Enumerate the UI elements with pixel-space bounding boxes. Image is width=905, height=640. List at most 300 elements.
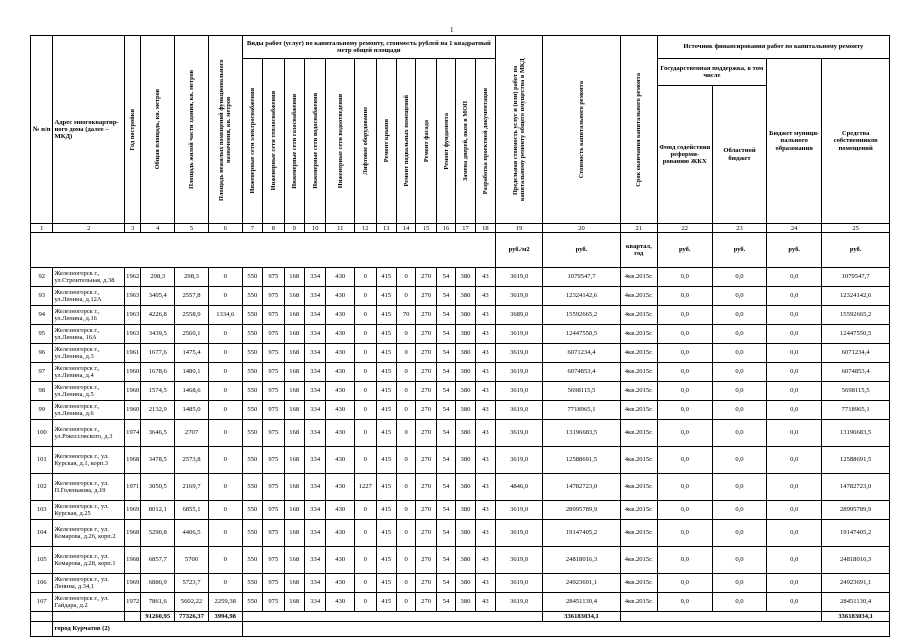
header-limit-cost: Предельная стоимость услуг и (или) работ по капитальному ремонту общего имущества в МКД xyxy=(496,36,543,224)
row-work-doors-windows: 380 xyxy=(456,287,475,306)
row-work-water: 334 xyxy=(304,420,325,447)
header-work-basement: Ремонт подвальных помещений xyxy=(396,59,415,224)
row-work-electric: 550 xyxy=(242,547,262,574)
row-fund: 0,0 xyxy=(657,382,712,401)
row-work-water: 334 xyxy=(304,547,325,574)
row-work-design: 43 xyxy=(475,306,495,325)
row-regional: 0,0 xyxy=(712,401,766,420)
row-work-gas: 168 xyxy=(284,547,304,574)
column-index-cell: 7 xyxy=(242,224,262,233)
row-living-area: 5602,22 xyxy=(175,593,209,612)
row-work-roof: 415 xyxy=(376,344,396,363)
row-owners: 28451130,4 xyxy=(822,593,890,612)
row-total-area: 8012,1 xyxy=(141,501,175,520)
row-municipal: 0,0 xyxy=(767,268,822,287)
row-owners: 1079547,7 xyxy=(822,268,890,287)
row-fund: 0,0 xyxy=(657,401,712,420)
row-work-design: 43 xyxy=(475,547,495,574)
row-work-sewer: 430 xyxy=(326,363,355,382)
row-work-heating: 975 xyxy=(263,401,284,420)
row-work-basement: 0 xyxy=(396,447,415,474)
row-number: 106 xyxy=(31,574,53,593)
table-row xyxy=(31,593,890,612)
row-work-facade: 270 xyxy=(416,287,436,306)
row-regional: 0,0 xyxy=(712,447,766,474)
column-index-cell: 15 xyxy=(416,224,436,233)
row-work-electric: 550 xyxy=(242,520,262,547)
row-work-design: 43 xyxy=(475,520,495,547)
row-municipal: 0,0 xyxy=(767,325,822,344)
row-deadline: 4кв.2015г. xyxy=(620,363,657,382)
header-year: Год постройки xyxy=(125,36,141,224)
row-owners: 12447550,5 xyxy=(822,325,890,344)
header-municipal: Бюджет муници-пального образования xyxy=(767,59,822,224)
row-year: 1963 xyxy=(125,325,141,344)
row-work-roof: 415 xyxy=(376,474,396,501)
row-municipal: 0,0 xyxy=(767,382,822,401)
row-work-foundation: 54 xyxy=(436,520,455,547)
row-work-roof: 415 xyxy=(376,287,396,306)
row-work-sewer: 430 xyxy=(326,574,355,593)
table-row xyxy=(31,420,890,447)
row-fund: 0,0 xyxy=(657,306,712,325)
table-row xyxy=(31,325,890,344)
row-repair-cost: 12447550,5 xyxy=(543,325,621,344)
row-work-sewer: 430 xyxy=(326,268,355,287)
row-work-roof: 415 xyxy=(376,325,396,344)
row-owners: 19147405,2 xyxy=(822,520,890,547)
row-deadline: 4кв.2015г. xyxy=(620,474,657,501)
column-index-cell: 24 xyxy=(767,224,822,233)
column-index-cell: 4 xyxy=(141,224,175,233)
row-work-foundation: 54 xyxy=(436,268,455,287)
row-regional: 0,0 xyxy=(712,474,766,501)
row-work-design: 43 xyxy=(475,447,495,474)
row-deadline: 4кв.2015г. xyxy=(620,593,657,612)
row-work-design: 43 xyxy=(475,401,495,420)
row-work-sewer: 430 xyxy=(326,593,355,612)
column-index-cell: 19 xyxy=(496,224,543,233)
row-work-design: 43 xyxy=(475,420,495,447)
row-work-doors-windows: 380 xyxy=(456,520,475,547)
header-living-area: Площадь жилой части здания, кв. метров xyxy=(175,36,209,224)
row-living-area: 2558,9 xyxy=(175,306,209,325)
city-blank-no xyxy=(31,622,53,637)
row-work-facade: 270 xyxy=(416,325,436,344)
row-number: 100 xyxy=(31,420,53,447)
row-number: 95 xyxy=(31,325,53,344)
row-work-design: 43 xyxy=(475,593,495,612)
row-year: 1971 xyxy=(125,474,141,501)
header-work-design: Разработка проектной документации xyxy=(475,59,495,224)
row-work-gas: 168 xyxy=(284,382,304,401)
row-limit-cost: 3689,0 xyxy=(496,306,543,325)
row-year: 1963 xyxy=(125,287,141,306)
row-regional: 0,0 xyxy=(712,501,766,520)
unit-rub-cost: руб. xyxy=(543,233,621,268)
row-deadline: 4кв.2015г. xyxy=(620,501,657,520)
row-repair-cost: 28995789,9 xyxy=(543,501,621,520)
row-fund: 0,0 xyxy=(657,501,712,520)
row-work-sewer: 430 xyxy=(326,382,355,401)
column-index-cell: 18 xyxy=(475,224,495,233)
row-work-electric: 550 xyxy=(242,447,262,474)
row-work-sewer: 430 xyxy=(326,501,355,520)
row-work-doors-windows: 380 xyxy=(456,447,475,474)
row-total-area: 3050,5 xyxy=(141,474,175,501)
rows-body xyxy=(31,268,890,612)
unit-rub-regional: руб. xyxy=(712,233,766,268)
row-work-foundation: 54 xyxy=(436,420,455,447)
row-municipal: 0,0 xyxy=(767,363,822,382)
row-regional: 0,0 xyxy=(712,268,766,287)
row-number: 98 xyxy=(31,382,53,401)
row-work-doors-windows: 380 xyxy=(456,547,475,574)
row-work-electric: 550 xyxy=(242,420,262,447)
row-work-facade: 270 xyxy=(416,593,436,612)
column-index-cell: 3 xyxy=(125,224,141,233)
row-deadline: 4кв.2015г. xyxy=(620,287,657,306)
row-work-roof: 415 xyxy=(376,447,396,474)
row-work-elevator: 0 xyxy=(355,268,376,287)
row-work-electric: 550 xyxy=(242,382,262,401)
row-work-doors-windows: 380 xyxy=(456,474,475,501)
row-number: 103 xyxy=(31,501,53,520)
unit-rub-municipal: руб. xyxy=(767,233,822,268)
row-total-area: 3646,5 xyxy=(141,420,175,447)
row-work-foundation: 54 xyxy=(436,574,455,593)
row-work-sewer: 430 xyxy=(326,447,355,474)
row-year: 1969 xyxy=(125,501,141,520)
column-index-row xyxy=(31,224,890,233)
row-limit-cost: 3619,0 xyxy=(496,382,543,401)
row-work-roof: 415 xyxy=(376,401,396,420)
row-regional: 0,0 xyxy=(712,344,766,363)
header-work-elevator: Лифтовое оборудование xyxy=(355,59,376,224)
row-number: 93 xyxy=(31,287,53,306)
row-living-area: 2557,8 xyxy=(175,287,209,306)
column-index-cell: 17 xyxy=(456,224,475,233)
row-nonres-area: 0 xyxy=(208,547,242,574)
row-work-water: 334 xyxy=(304,574,325,593)
row-living-area: 1485,0 xyxy=(175,401,209,420)
row-address: Железногорск г., ул.Ленина, д.5 xyxy=(53,382,125,401)
row-limit-cost: 3619,0 xyxy=(496,520,543,547)
unit-rub-fund: руб. xyxy=(657,233,712,268)
row-work-basement: 0 xyxy=(396,474,415,501)
row-work-gas: 168 xyxy=(284,574,304,593)
row-fund: 0,0 xyxy=(657,447,712,474)
row-nonres-area: 0 xyxy=(208,268,242,287)
header-work-doors-windows: Замена дверей, окон в МОП xyxy=(456,59,475,224)
row-regional: 0,0 xyxy=(712,420,766,447)
row-nonres-area: 0 xyxy=(208,287,242,306)
row-limit-cost: 3619,0 xyxy=(496,593,543,612)
row-address: Железногорск г., ул.Ленина, д.6 xyxy=(53,401,125,420)
header-work-roof: Ремонт крыши xyxy=(376,59,396,224)
row-regional: 0,0 xyxy=(712,520,766,547)
row-work-water: 334 xyxy=(304,363,325,382)
row-work-foundation: 54 xyxy=(436,501,455,520)
row-work-basement: 70 xyxy=(396,306,415,325)
row-work-heating: 975 xyxy=(263,363,284,382)
row-work-basement: 0 xyxy=(396,401,415,420)
row-address: Железногорск г., ул. Комарова, д.28, корп.1 xyxy=(53,547,125,574)
row-address: Железногорск г., ул.Ленина, д.16 xyxy=(53,306,125,325)
row-number: 97 xyxy=(31,363,53,382)
totals-row xyxy=(31,612,890,622)
row-repair-cost: 14782723,0 xyxy=(543,474,621,501)
row-address: Железногорск г., ул. Курская, д.25 xyxy=(53,501,125,520)
table-row xyxy=(31,447,890,474)
row-work-basement: 0 xyxy=(396,363,415,382)
row-limit-cost: 3619,0 xyxy=(496,325,543,344)
row-work-roof: 415 xyxy=(376,420,396,447)
column-index-cell: 10 xyxy=(304,224,325,233)
row-work-design: 43 xyxy=(475,268,495,287)
row-work-basement: 0 xyxy=(396,593,415,612)
row-work-elevator: 0 xyxy=(355,325,376,344)
row-nonres-area: 0 xyxy=(208,344,242,363)
row-deadline: 4кв.2015г. xyxy=(620,447,657,474)
row-limit-cost: 3619,0 xyxy=(496,420,543,447)
row-work-foundation: 54 xyxy=(436,325,455,344)
row-work-doors-windows: 380 xyxy=(456,574,475,593)
row-municipal: 0,0 xyxy=(767,287,822,306)
row-work-doors-windows: 380 xyxy=(456,593,475,612)
row-total-area: 6886,9 xyxy=(141,574,175,593)
row-work-design: 43 xyxy=(475,574,495,593)
row-address: Железногорск г., ул. Гайдара, д.2 xyxy=(53,593,125,612)
row-year: 1968 xyxy=(125,547,141,574)
row-work-elevator: 0 xyxy=(355,501,376,520)
row-regional: 0,0 xyxy=(712,287,766,306)
row-owners: 5698115,5 xyxy=(822,382,890,401)
row-work-facade: 270 xyxy=(416,520,436,547)
row-work-facade: 270 xyxy=(416,447,436,474)
row-deadline: 4кв.2015г. xyxy=(620,520,657,547)
row-fund: 0,0 xyxy=(657,593,712,612)
row-work-sewer: 430 xyxy=(326,401,355,420)
row-work-gas: 168 xyxy=(284,325,304,344)
row-work-heating: 975 xyxy=(263,593,284,612)
row-living-area: 5723,7 xyxy=(175,574,209,593)
row-owners: 24923691,1 xyxy=(822,574,890,593)
row-work-heating: 975 xyxy=(263,325,284,344)
row-owners: 12588691,5 xyxy=(822,447,890,474)
row-work-facade: 270 xyxy=(416,268,436,287)
row-municipal: 0,0 xyxy=(767,420,822,447)
table-row xyxy=(31,382,890,401)
column-index-cell: 23 xyxy=(712,224,766,233)
row-number: 99 xyxy=(31,401,53,420)
row-work-roof: 415 xyxy=(376,306,396,325)
row-nonres-area: 0 xyxy=(208,420,242,447)
row-work-foundation: 54 xyxy=(436,474,455,501)
row-municipal: 0,0 xyxy=(767,547,822,574)
table-row xyxy=(31,574,890,593)
row-work-roof: 415 xyxy=(376,520,396,547)
row-work-doors-windows: 380 xyxy=(456,420,475,447)
row-nonres-area: 0 xyxy=(208,574,242,593)
row-regional: 0,0 xyxy=(712,382,766,401)
row-regional: 0,0 xyxy=(712,547,766,574)
row-limit-cost: 3619,0 xyxy=(496,574,543,593)
row-year: 1960 xyxy=(125,401,141,420)
totals-owners: 336183034,1 xyxy=(822,612,890,622)
row-owners: 6074853,4 xyxy=(822,363,890,382)
row-work-design: 43 xyxy=(475,382,495,401)
row-total-area: 4226,8 xyxy=(141,306,175,325)
row-work-basement: 0 xyxy=(396,287,415,306)
units-blank xyxy=(31,233,496,268)
row-total-area: 6857,7 xyxy=(141,547,175,574)
row-owners: 13196683,5 xyxy=(822,420,890,447)
header-regional: Областной бюджет xyxy=(712,86,766,224)
row-work-gas: 168 xyxy=(284,593,304,612)
row-address: Железногорск г., ул. П.Голенькова, д.19 xyxy=(53,474,125,501)
row-year: 1962 xyxy=(125,268,141,287)
row-work-foundation: 54 xyxy=(436,547,455,574)
row-work-water: 334 xyxy=(304,401,325,420)
row-work-elevator: 0 xyxy=(355,547,376,574)
row-work-sewer: 430 xyxy=(326,547,355,574)
row-work-gas: 168 xyxy=(284,287,304,306)
row-work-facade: 270 xyxy=(416,420,436,447)
row-limit-cost: 3619,0 xyxy=(496,344,543,363)
row-address: Железногорск г., ул.Строительная, д.38 xyxy=(53,268,125,287)
row-work-roof: 415 xyxy=(376,547,396,574)
row-living-area: 2169,7 xyxy=(175,474,209,501)
city-blank-rest xyxy=(242,622,889,637)
row-work-basement: 0 xyxy=(396,382,415,401)
row-owners: 28995789,9 xyxy=(822,501,890,520)
row-number: 102 xyxy=(31,474,53,501)
row-work-doors-windows: 380 xyxy=(456,501,475,520)
totals-blank-addr xyxy=(53,612,125,622)
row-work-sewer: 430 xyxy=(326,344,355,363)
row-repair-cost: 12324142,6 xyxy=(543,287,621,306)
row-work-electric: 550 xyxy=(242,593,262,612)
row-limit-cost: 4846,0 xyxy=(496,474,543,501)
row-work-facade: 270 xyxy=(416,547,436,574)
row-work-heating: 975 xyxy=(263,474,284,501)
column-index-cell: 9 xyxy=(284,224,304,233)
header-work-heating: Инженерные сети теплоснабжения xyxy=(263,59,284,224)
row-regional: 0,0 xyxy=(712,574,766,593)
row-work-roof: 415 xyxy=(376,574,396,593)
row-deadline: 4кв.2015г. xyxy=(620,547,657,574)
row-repair-cost: 24818016,3 xyxy=(543,547,621,574)
row-limit-cost: 3619,0 xyxy=(496,268,543,287)
row-work-gas: 168 xyxy=(284,520,304,547)
column-index-cell: 8 xyxy=(263,224,284,233)
row-owners: 14782723,0 xyxy=(822,474,890,501)
row-total-area: 3405,4 xyxy=(141,287,175,306)
table-row xyxy=(31,268,890,287)
row-work-water: 334 xyxy=(304,501,325,520)
row-repair-cost: 7718965,1 xyxy=(543,401,621,420)
row-number: 94 xyxy=(31,306,53,325)
row-work-roof: 415 xyxy=(376,268,396,287)
row-living-area: 1480,1 xyxy=(175,363,209,382)
row-work-foundation: 54 xyxy=(436,593,455,612)
row-work-sewer: 430 xyxy=(326,287,355,306)
row-fund: 0,0 xyxy=(657,268,712,287)
row-living-area: 298,3 xyxy=(175,268,209,287)
row-regional: 0,0 xyxy=(712,325,766,344)
header-work-facade: Ремонт фасада xyxy=(416,59,436,224)
row-work-facade: 270 xyxy=(416,401,436,420)
row-work-elevator: 0 xyxy=(355,363,376,382)
row-address: Железногорск г., ул.Ленина, 16А xyxy=(53,325,125,344)
row-work-facade: 270 xyxy=(416,344,436,363)
row-deadline: 4кв.2015г. xyxy=(620,420,657,447)
row-municipal: 0,0 xyxy=(767,593,822,612)
row-work-heating: 975 xyxy=(263,287,284,306)
row-owners: 15592665,2 xyxy=(822,306,890,325)
row-work-elevator: 0 xyxy=(355,344,376,363)
row-work-doors-windows: 380 xyxy=(456,363,475,382)
row-work-elevator: 0 xyxy=(355,520,376,547)
row-year: 1960 xyxy=(125,382,141,401)
row-work-electric: 550 xyxy=(242,325,262,344)
row-deadline: 4кв.2015г. xyxy=(620,325,657,344)
row-fund: 0,0 xyxy=(657,363,712,382)
row-deadline: 4кв.2015г. xyxy=(620,574,657,593)
row-work-heating: 975 xyxy=(263,420,284,447)
row-work-foundation: 54 xyxy=(436,344,455,363)
header-fund: Фонд содействия реформи-рованию ЖКХ xyxy=(657,86,712,224)
city-name: город Курчатов (2) xyxy=(53,622,242,637)
column-index-cell: 20 xyxy=(543,224,621,233)
row-work-water: 334 xyxy=(304,520,325,547)
row-work-heating: 975 xyxy=(263,344,284,363)
row-work-heating: 975 xyxy=(263,447,284,474)
row-municipal: 0,0 xyxy=(767,474,822,501)
row-work-basement: 0 xyxy=(396,325,415,344)
row-living-area: 1468,6 xyxy=(175,382,209,401)
row-work-basement: 0 xyxy=(396,574,415,593)
row-work-elevator: 0 xyxy=(355,574,376,593)
row-work-heating: 975 xyxy=(263,306,284,325)
row-work-heating: 975 xyxy=(263,382,284,401)
row-repair-cost: 24923691,1 xyxy=(543,574,621,593)
row-limit-cost: 3619,0 xyxy=(496,447,543,474)
row-repair-cost: 19147405,2 xyxy=(543,520,621,547)
row-work-basement: 0 xyxy=(396,268,415,287)
row-deadline: 4кв.2015г. xyxy=(620,268,657,287)
row-work-roof: 415 xyxy=(376,382,396,401)
row-work-elevator: 0 xyxy=(355,382,376,401)
row-work-gas: 168 xyxy=(284,268,304,287)
row-limit-cost: 3619,0 xyxy=(496,287,543,306)
row-nonres-area: 0 xyxy=(208,520,242,547)
row-year: 1974 xyxy=(125,420,141,447)
row-fund: 0,0 xyxy=(657,547,712,574)
row-number: 107 xyxy=(31,593,53,612)
row-deadline: 4кв.2015г. xyxy=(620,401,657,420)
table-row xyxy=(31,363,890,382)
column-index-cell: 11 xyxy=(326,224,355,233)
row-fund: 0,0 xyxy=(657,287,712,306)
row-work-sewer: 430 xyxy=(326,520,355,547)
row-address: Железногорск г., ул. Комарова, д.26, корп.2 xyxy=(53,520,125,547)
header-work-sewer: Инженерные сети водоотведения xyxy=(326,59,355,224)
row-work-doors-windows: 380 xyxy=(456,325,475,344)
totals-blank-works xyxy=(242,612,543,622)
row-address: Железногорск г., ул.Ленина, д.4 xyxy=(53,363,125,382)
